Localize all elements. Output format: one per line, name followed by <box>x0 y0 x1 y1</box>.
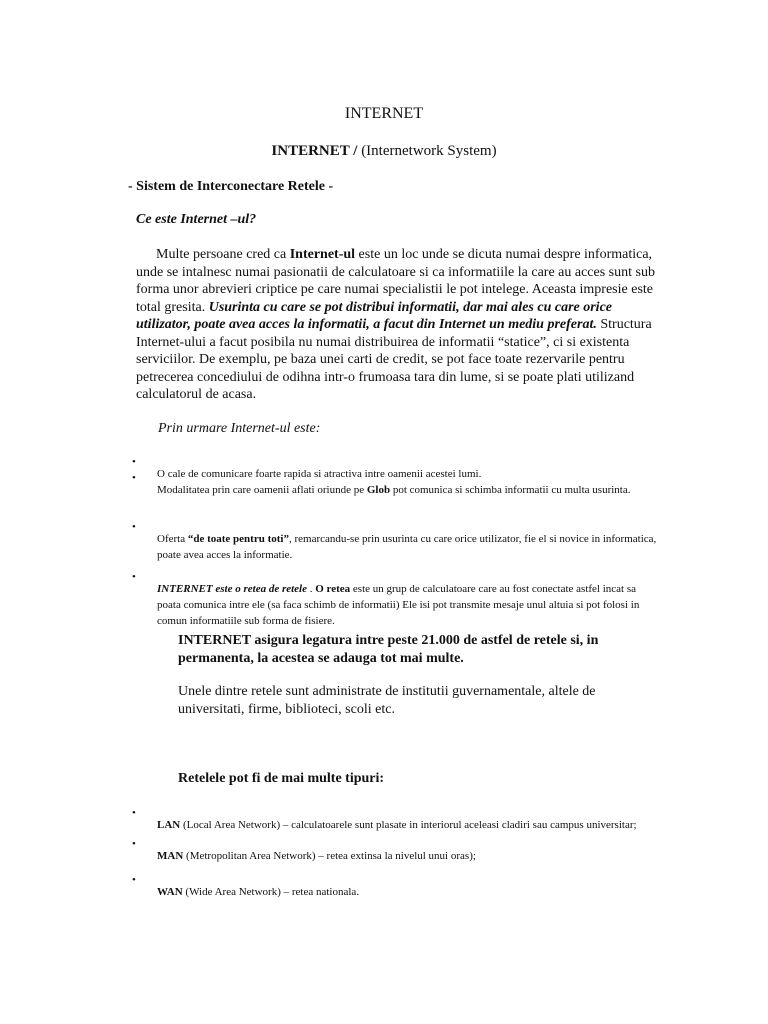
bullet-3-bold: “de toate pentru toti” <box>187 533 289 545</box>
bullet-item-2 <box>157 482 657 498</box>
para-part3: Structura Internet-ului a facut posibila nu numai distribuirea de informatii “statice”, ci si existenta serviciilor. De exemplu, pe baza unei carti de credit, se pot face toate rezervarile pentru petrecerea concediului de odihna intr-o frumoasa tara din lume, si se poate plati utilizand calculatorul de acasa. <box>136 317 652 402</box>
lan-desc: (Local Area Network) – calculatoarele sunt plasate in interiorul aceleasi cladiri sau campus universitar; <box>180 819 637 831</box>
para-bold-italic: Usurinta cu care se pot distribui informatii, dar mai ales cu care orice utilizator, poate avea acces la informatii, a facut din Internet un mediu preferat. <box>136 299 612 332</box>
bullet-glyph: • <box>132 456 136 468</box>
bullet-item-3 <box>157 531 657 563</box>
page-title: INTERNET <box>344 105 424 122</box>
legatura-paragraph: INTERNET asigura legatura intre peste 21.000 de astfel de retele si, in permanenta, la acestea se adauga tot mai multe. <box>178 633 599 666</box>
question-heading: Ce este Internet –ul? <box>136 212 257 227</box>
bullet-glyph: • <box>132 838 136 850</box>
subtitle-rest: (Internetwork System) <box>357 143 497 159</box>
para-part1: Multe persoane cred ca <box>156 247 290 262</box>
prin-urmare-line: Prin urmare Internet-ul este: <box>158 421 321 436</box>
network-types-heading: Retelele pot fi de mai multe tipuri: <box>178 771 385 786</box>
bullet-2-pre: Modalitatea prin care oamenii aflati oriunde pe <box>157 484 367 496</box>
bullet-3-post: , remarcandu-se prin usurinta cu care orice utilizator, fie el si novice in informatica, poate avea acces la informatie. <box>157 533 657 561</box>
man-desc: (Metropolitan Area Network) – retea extinsa la nivelul unui oras); <box>183 850 476 862</box>
unele-paragraph: Unele dintre retele sunt administrate de institutii guvernamentale, altele de universitati, firme, biblioteci, scoli etc. <box>178 684 596 717</box>
wan-label: WAN <box>157 886 183 898</box>
type-wan <box>157 884 657 900</box>
bullet-item-4 <box>157 581 657 629</box>
bullet-3-pre: Oferta <box>157 533 188 545</box>
intro-paragraph <box>136 246 656 404</box>
bullet-4-bold-italic: INTERNET este o retea de retele <box>157 583 307 595</box>
para-bold1: Internet-ul <box>289 247 356 262</box>
bullet-4-mid: . <box>307 583 316 595</box>
wan-desc: (Wide Area Network) – retea nationala. <box>182 886 360 898</box>
type-lan <box>157 817 657 833</box>
bullet-4-post: este un grup de calculatoare care au fost conectate astfel incat sa poata comunica intre ele (sa faca schimb de informatii) Ele isi pot transmite mesaje unul altuia si pot folosi in comun informatiile sub forma de fisiere. <box>157 583 640 627</box>
bullet-4-bold: O retea <box>315 583 351 595</box>
man-label: MAN <box>157 850 184 862</box>
subtitle-bold: INTERNET / <box>271 143 358 159</box>
section-heading: - Sistem de Interconectare Retele - <box>128 179 334 194</box>
bullet-glyph: • <box>132 571 136 583</box>
para-part2: este un loc unde se dicuta numai despre informatica, unde se intalnesc numai pasionatii de calculatoare si ca informatiile la care au acces sunt sub forma unor abrevieri criptice pe care numai specialistii le pot intelege. Aceasta impresie este total gresita. <box>136 247 655 315</box>
bullet-2-post: pot comunica si schimba informatii cu multa usurinta. <box>390 484 631 496</box>
bullet-glyph: • <box>132 807 136 819</box>
page-subtitle <box>0 143 768 160</box>
type-man <box>157 848 657 864</box>
bullet-item-1: O cale de comunicare foarte rapida si atractiva intre oamenii acestei lumi. <box>157 468 482 480</box>
bullet-glyph: • <box>132 874 136 886</box>
bullet-glyph: • <box>132 521 136 533</box>
bullet-2-bold: Glob <box>366 484 391 496</box>
bullet-glyph: • <box>132 472 136 484</box>
lan-label: LAN <box>157 819 181 831</box>
